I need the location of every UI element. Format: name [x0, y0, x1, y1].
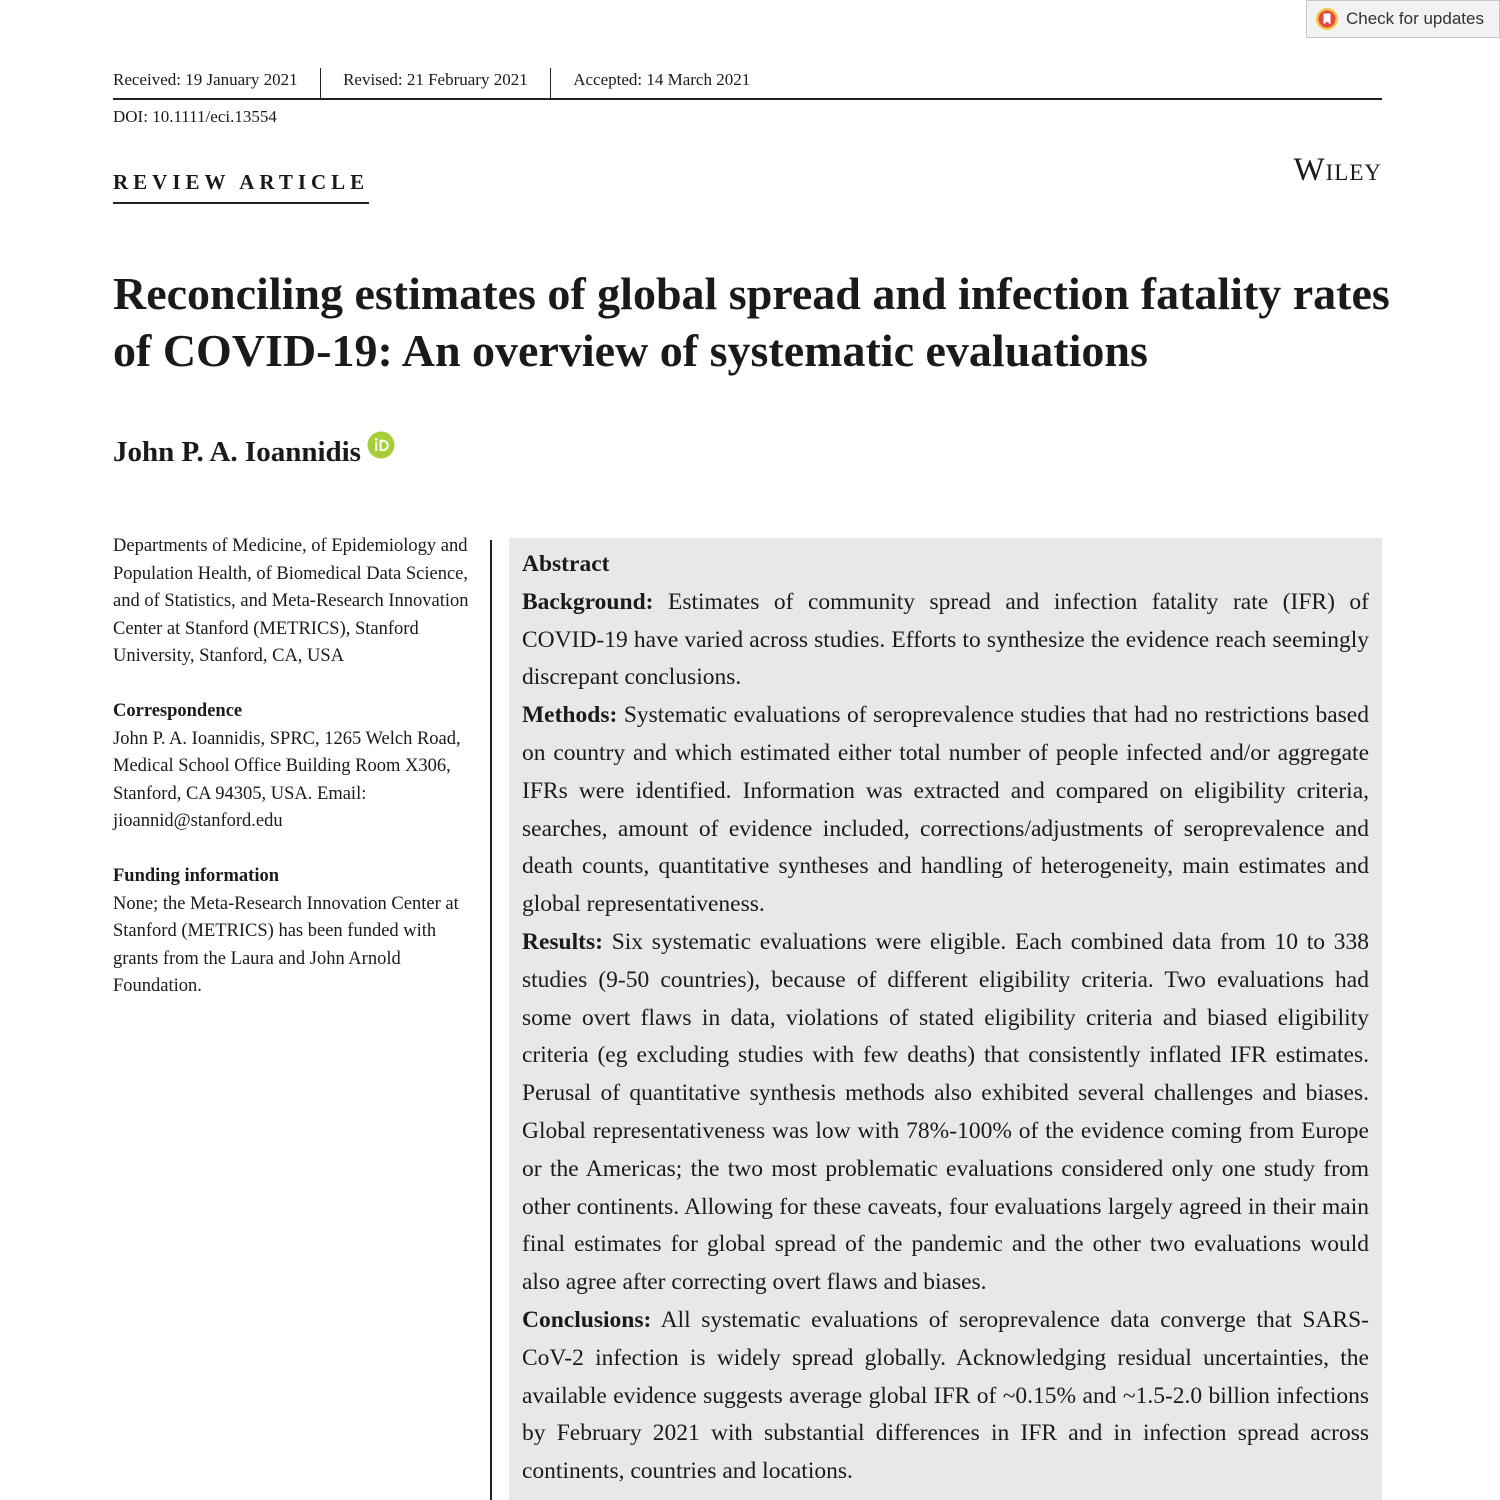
article-type: REVIEW ARTICLE — [113, 170, 369, 204]
abstract-methods — [522, 697, 1369, 924]
author — [113, 436, 395, 469]
background-text: Estimates of community spread and infection fatality rate (IFR) of COVID-19 have varied across studies. Efforts to synthesize the evidence reach seemingly discrepant conclusions. — [522, 588, 1369, 691]
received-date: Received: 19 January 2021 — [113, 70, 298, 89]
orcid-icon[interactable] — [367, 431, 395, 459]
methods-text: Systematic evaluations of seroprevalence studies that had no restrictions based on country and which estimated either total number of people infected and/or aggregate IFRs were identified. Information was extracted and compared on eligibility criteria, searches, amount of evidence included, corrections/adjustments of seroprevalence and death counts, quantitative syntheses and handling of heterogeneity, main estimates and global representativeness. — [522, 702, 1369, 918]
results-text: Six systematic evaluations were eligible. Each combined data from 10 to 338 studies (9-50 countries), because of different eligibility criteria. Two evaluations had some overt flaws in data, violations of stated eligibility criteria and biased eligibility criteria (eg excluding studies with few deaths) that consistently inflated IFR estimates. Perusal of quantitative synthesis methods also exhibited several challenges and biases. Global representativeness was low with 78%-100% of the evidence coming from Europe or the Americas; the two most problematic evaluations considered only one study from other continents. Allowing for these caveats, four evaluations largely agreed in their main final estimates for global spread of the pandemic and the other two evaluations would also agree after correcting overt flaws and biases. — [522, 928, 1369, 1296]
check-for-updates-icon — [1315, 7, 1339, 31]
abstract-background — [522, 584, 1369, 697]
conclusions-text: All systematic evaluations of seroprevalence data converge that SARS-CoV-2 infection is widely spread globally. Acknowledging residual uncertainties, the available evidence suggests average global IFR of ~0.15% and ~1.5-2.0 billion infections by February 2021 with substantial differences in IFR and in infection spread across continents, countries and locations. — [522, 1306, 1369, 1485]
background-label: Background: — [522, 588, 654, 615]
abstract-results — [522, 924, 1369, 1302]
check-for-updates-label: Check for updates — [1346, 9, 1484, 28]
publication-dates — [113, 68, 1382, 100]
column-divider — [490, 540, 492, 1500]
correspondence-block — [113, 698, 475, 836]
affiliation: Departments of Medicine, of Epidemiology and Population Health, of Biomedical Data Science, and of Statistics, and Meta-Research Innovation Center at Stanford (METRICS), Stanford University, Stanford, CA, USA — [113, 536, 469, 667]
correspondence-text: John P. A. Ioannidis, SPRC, 1265 Welch Road, Medical School Office Building Room X306, Stanford, CA 94305, USA. Email: jioannid@stanford.edu — [113, 728, 461, 832]
correspondence-heading: Correspondence — [113, 700, 243, 721]
abstract — [509, 538, 1382, 1500]
article-sidebar — [113, 533, 475, 1028]
funding-text: None; the Meta-Research Innovation Center at Stanford (METRICS) has been funded with grants from the Laura and John Arnold Foundation. — [113, 893, 459, 997]
article-title: Reconciling estimates of global spread and infection fatality rates of COVID-19: An overview of systematic evaluations — [113, 268, 1390, 376]
conclusions-label: Conclusions: — [522, 1306, 652, 1333]
results-label: Results: — [522, 928, 603, 955]
author-name: John P. A. Ioannidis — [113, 436, 361, 468]
abstract-heading: Abstract — [522, 551, 610, 577]
funding-block — [113, 863, 475, 1001]
funding-heading: Funding information — [113, 865, 280, 886]
methods-label: Methods: — [522, 702, 618, 729]
abstract-conclusions — [522, 1302, 1369, 1491]
affiliation-block — [113, 533, 475, 671]
check-for-updates-button[interactable] — [1306, 0, 1500, 38]
revised-date: Revised: 21 February 2021 — [343, 70, 528, 89]
doi: DOI: 10.1111/eci.13554 — [113, 107, 277, 126]
accepted-date: Accepted: 14 March 2021 — [573, 70, 751, 89]
publisher-logo: Wiley — [1293, 152, 1382, 188]
